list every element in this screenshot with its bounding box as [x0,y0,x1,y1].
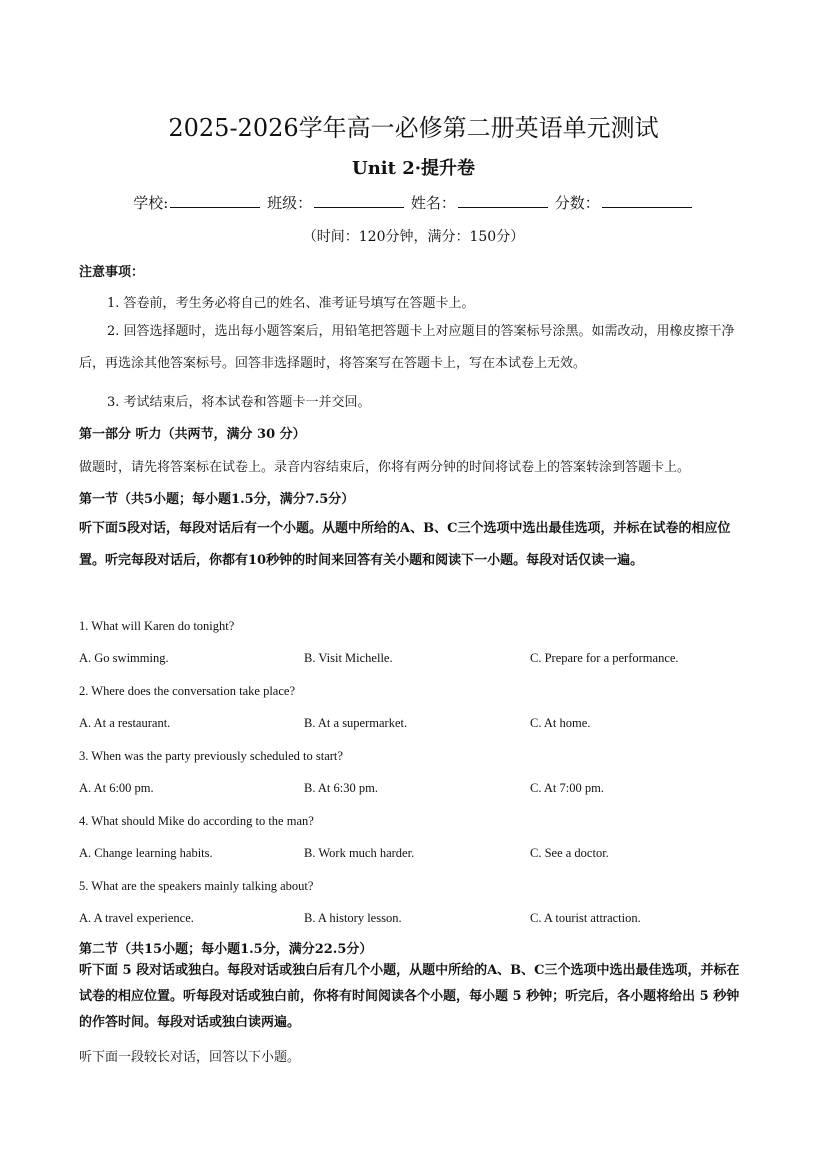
section1-instructions: 听下面5段对话，每段对话后有一个小题。从题中所给的A、B、C三个选项中选出最佳选项，并标在试卷的相应位置。听完每段对话后，你都有10秒钟的时间来回答有关小题和阅读下一小题。每段对话仅读一遍。 [79,521,731,568]
page-title: 2025-2026学年高一必修第二册英语单元测试 [168,114,659,142]
option-4c[interactable]: C. See a doctor. [530,846,609,860]
question-2: 2. Where does the conversation take place? [79,684,295,698]
score-label: 分数： [554,194,600,212]
option-4b[interactable]: B. Work much harder. [304,846,415,860]
option-1a[interactable]: A. Go swimming. [79,651,169,665]
question-3: 3. When was the party previously scheduled to start? [79,749,343,763]
student-info-line [0,192,827,213]
section1-heading: 第一节（共5小题；每小题1.5分，满分7.5分） [79,492,355,507]
option-3c[interactable]: C. At 7:00 pm. [530,781,604,795]
note-item-3: 3. 考试结束后，将本试卷和答题卡一并交回。 [107,395,371,410]
section2-heading: 第二节（共15小题；每小题1.5分，满分22.5分） [79,942,373,957]
name-blank[interactable] [458,193,548,208]
question-4: 4. What should Mike do according to the man? [79,814,314,828]
class-blank[interactable] [314,193,404,208]
option-3a[interactable]: A. At 6:00 pm. [79,781,154,795]
option-5a[interactable]: A. A travel experience. [79,911,194,925]
option-5c[interactable]: C. A tourist attraction. [530,911,641,925]
option-2a[interactable]: A. At a restaurant. [79,716,171,730]
option-2c[interactable]: C. At home. [530,716,591,730]
note-item-1: 1. 答卷前，考生务必将自己的姓名、准考证号填写在答题卡上。 [107,296,475,311]
part1-heading: 第一部分 听力（共两节，满分 30 分） [79,427,306,442]
question-1: 1. What will Karen do tonight? [79,619,235,633]
time-info: （时间：120分钟，满分：150分） [302,229,525,245]
school-blank[interactable] [170,193,260,208]
page-subtitle: Unit 2·提升卷 [352,158,475,179]
name-label: 姓名： [410,194,456,212]
class-label: 班级： [267,194,313,212]
option-2b[interactable]: B. At a supermarket. [304,716,408,730]
part1-intro: 做题时，请先将答案标在试卷上。录音内容结束后，你将有两分钟的时间将试卷上的答案转涂到答题卡上。 [79,460,691,475]
notes-heading: 注意事项： [79,265,145,280]
option-4a[interactable]: A. Change learning habits. [79,846,213,860]
section2-lead: 听下面一段较长对话，回答以下小题。 [79,1050,301,1065]
school-label: 学校: [133,194,169,212]
option-1b[interactable]: B. Visit Michelle. [304,651,393,665]
option-5b[interactable]: B. A history lesson. [304,911,402,925]
question-5: 5. What are the speakers mainly talking about? [79,879,314,893]
section2-instructions: 听下面 5 段对话或独白。每段对话或独白后有几个小题，从题中所给的A、B、C三个选项中选出最佳选项，并标在试卷的相应位置。听每段对话或独白前，你将有时间阅读各个小题，每小题 5 秒钟；听完后，各小题将给出 5 秒钟的作答时间。每段对话或独白读两遍。 [79,963,740,1030]
score-blank[interactable] [602,193,692,208]
option-3b[interactable]: B. At 6:30 pm. [304,781,378,795]
option-1c[interactable]: C. Prepare for a performance. [530,651,679,665]
note-item-2: 2. 回答选择题时，选出每小题答案后，用铅笔把答题卡上对应题目的答案标号涂黑。如需改动，用橡皮擦干净后，再选涂其他答案标号。回答非选择题时，将答案写在答题卡上，写在本试卷上无效。 [79,324,735,371]
